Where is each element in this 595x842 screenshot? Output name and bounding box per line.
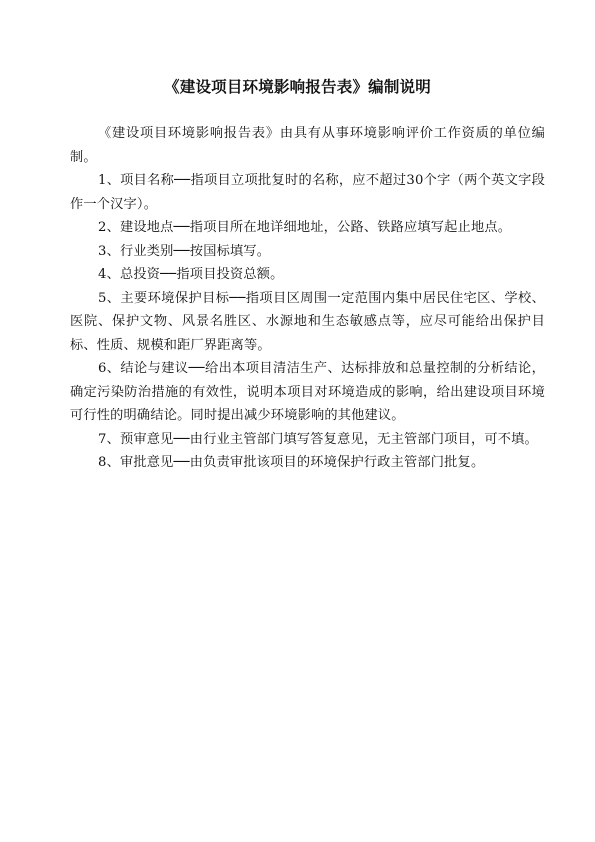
paragraph-project-name: 1、项目名称──指项目立项批复时的名称，应不超过30个字（两个英文字段作一个汉字）。 <box>70 173 545 212</box>
paragraph-industry-category: 3、行业类别──按国标填写。 <box>98 243 271 259</box>
paragraph-approval: 8、审批意见──由负责审批该项目的环境保护行政主管部门批复。 <box>98 455 485 470</box>
paragraph-construction-site: 2、建设地点──指项目所在地详细地址，公路、铁路应填写起止地点。 <box>98 220 512 235</box>
paragraph-protection-targets: 5、主要环境保护目标──指项目区周围一定范围内集中居民住宅区、学校、医院、保护文物、风景名胜区、水源地和生态敏感点等，应尽可能给出保护目标、性质、规模和距厂界距离等。 <box>70 290 545 353</box>
paragraph-conclusions: 6、结论与建议──给出本项目清洁生产、达标排放和总量控制的分析结论，确定污染防治措施的有效性，说明本项目对环境造成的影响，给出建设项目环境可行性的明确结论。同时提出减少环境影响的其他建议。 <box>70 361 545 423</box>
paragraph-total-investment: 4、总投资──指项目投资总额。 <box>98 267 284 282</box>
document-title: 《建设项目环境影响报告表》编制说明 <box>164 78 431 96</box>
paragraph-pre-review: 7、预审意见──由行业主管部门填写答复意见，无主管部门项目，可不填。 <box>98 431 538 447</box>
document-body <box>70 122 545 475</box>
paragraph-intro: 《建设项目环境影响报告表》由具有从事环境影响评价工作资质的单位编制。 <box>70 126 545 165</box>
